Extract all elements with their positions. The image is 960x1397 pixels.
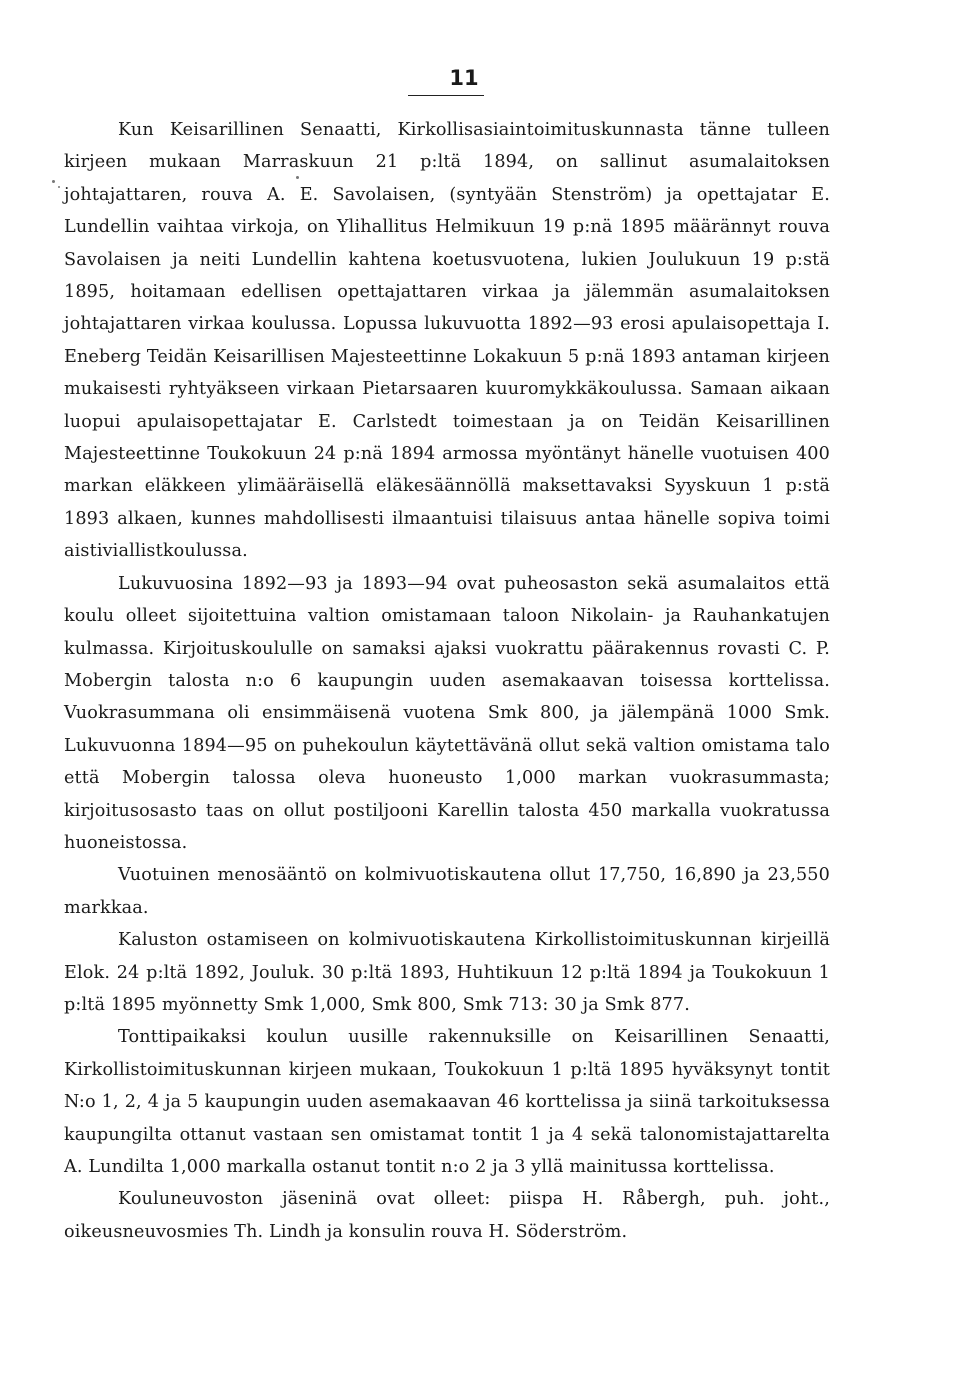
page-number: 11 [449, 66, 479, 90]
paragraph-premises: Lukuvuosina 1892—93 ja 1893—94 ovat puheosaston sekä asumalaitos että koulu olleet sijoitettuina valtion omistamaan taloon Nikolain- ja Rauhankatujen kulmassa. Kirjoituskoululle on samaksi ajaksi vuokrattu päärakennus rovasti C. P. Mobergin talosta n:o 6 kaupungin uuden asemakaavan toisessa korttelissa. Vuokrasummana oli ensimmäisenä vuotena Smk 800, ja jälempänä 1000 Smk. Lukuvuonna 1894—95 on puhekoulun käytettävänä ollut sekä valtion omistama talo että Mobergin talossa oleva huoneusto 1,000 markan vuokrasummasta; kirjoitusosasto taas on ollut postiljooni Karellin talosta 450 markalla vuokratussa huoneistossa. [64, 573, 830, 853]
page-number-rule [408, 95, 484, 96]
paragraph-school-board: Kouluneuvoston jäseninä ovat olleet: piispa H. Råbergh, puh. joht., oikeusneuvosmies Th. Lindh ja konsulin rouva H. Söderström. [64, 1189, 830, 1242]
paragraph-budget: Vuotuinen menosääntö on kolmivuotiskautena ollut 17,750, 16,890 ja 23,550 markkaa. [64, 865, 830, 918]
scan-speck [296, 176, 299, 179]
paragraph-building-plots: Tonttipaikaksi koulun uusille rakennuksille on Keisarillinen Senaatti, Kirkollistoimituskunnan kirjeen mukaan, Toukokuun 1 p:ltä 1895 hyväksynyt tontit N:o 1, 2, 4 ja 5 kaupungin uuden asemakaavan 46 korttelissa ja siinä tarkoituksessa kaupungilta ottanut vastaan sen omistamat tontit 1 ja 4 sekä talonomistajattarelta A. Lundilta 1,000 markalla ostanut tontit n:o 2 ja 3 yllä mainitussa korttelissa. [64, 1027, 830, 1177]
scan-speck [52, 180, 55, 183]
paragraph-furnishings: Kaluston ostamiseen on kolmivuotiskautena Kirkollistoimituskunnan kirjeillä Elok. 24 p:ltä 1892, Jouluk. 30 p:ltä 1893, Huhtikuun 12 p:ltä 1894 ja Toukokuun 1 p:ltä 1895 myönnetty Smk 1,000, Smk 800, Smk 713: 30 ja Smk 877. [64, 930, 830, 1015]
paragraph-staff-changes: Kun Keisarillinen Senaatti, Kirkollisasiaintoimituskunnasta tänne tulleen kirjeen mukaan Marraskuun 21 p:ltä 1894, on sallinut asumalaitoksen johtajattaren, rouva A. E. Savolaisen, (syntyään Stenström) ja opettajatar E. Lundellin vaihtaa virkoja, on Ylihallitus Helmikuun 19 p:nä 1895 määrännyt rouva Savolaisen ja neiti Lundellin kahtena koetusvuotena, lukien Joulukuun 19 p:stä 1895, hoitamaan edellisen opettajattaren virkaa ja jälemmän asumalaitoksen johtajattaren virkaa koulussa. Lopussa lukuvuotta 1892—93 erosi apulaisopettaja I. Eneberg Teidän Keisarillisen Majesteettinne Lokakuun 5 p:nä 1893 antaman kirjeen mukaisesti ryhtyäkseen virkaan Pietarsaaren kuuromykkäkoulussa. Samaan aikaan luopui apulaisopettajatar E. Carlstedt toimestaan ja on Teidän Keisarillinen Majesteettinne Toukokuun 24 p:nä 1894 armossa myöntänyt hänelle vuotuisen 400 markan eläkkeen ylimääräisellä eläkesäännöllä maksettavaksi Syyskuun 1 p:stä 1893 alkaen, kunnes mahdollisesti ilmaantuisi tilaisuus antaa hänelle sopiva toimi aistiviallistkoulussa. [64, 120, 830, 562]
body-text [64, 114, 830, 1248]
scan-speck [58, 186, 60, 188]
